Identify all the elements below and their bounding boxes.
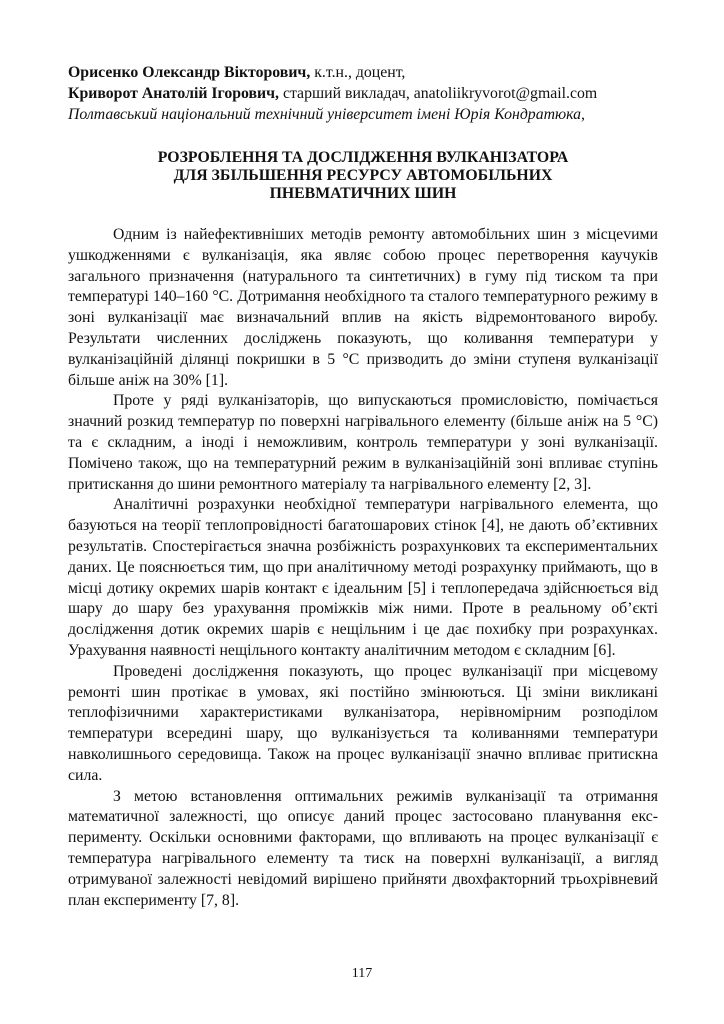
- paragraph: З метою встановлення оптимальних режимів вулканізації та отримання математичної залежності, що описує даний процес застосовано планування експерименту. Оскільки основними факторами, що впливають на процес вулканізації є температура нагрівального елементу та тиск на поверхні вулканізації, а вигляд отримуваної залежності невідомий вирішено прийняти двохфакторний трьохрівневий план експерименту [7, 8].: [68, 787, 658, 909]
- paragraph: Проведені дослідження показують, що процес вулканізації при місцевому ремонті шин протікає в умовах, які постійно змінюються. Ці зміни викликані теплофізичними характеристиками вулканізатора, нерівномірним розподілом температури всередині шару, що вулканізується та коливаннями температури навколишнього середовища. Також на процес вулканізації значно впливає притискна сила.: [68, 662, 658, 784]
- title-line: ДЛЯ ЗБІЛЬШЕННЯ РЕСУРСУ АВТОМОБІЛЬНИХ: [173, 167, 553, 184]
- paper-title: [68, 149, 658, 203]
- author-name: Криворот Анатолій Ігорович,: [68, 85, 279, 102]
- title-line: ПНЕВМАТИЧНИХ ШИН: [269, 185, 457, 202]
- author-block: [68, 62, 658, 125]
- paragraph: Аналітичні розрахунки необхідної температури нагрівального елемента, що базуються на теорії теплопровідності багатошарових стінок [4], не дають об’єктивних результатів. Спостерігається значна розбіжність розрахункових та експериментальних даних. Це пояснюється тим, що при аналітичному методі розрахунку приймають, що в місці дотику окремих шарів контакт є ідеальним [5] і теплопередача здійснюється від шару до шару без урахування проміжків між ними. Проте в реальному об’єкті дослідження дотик окремих шарів є нещільним і це дає похибку при розрахунках. Урахування наявності нещільного контакту аналітичним методом є складним [6].: [68, 496, 658, 659]
- affiliation: Полтавський національний технічний університет імені Юрія Кондратюка,: [68, 106, 585, 123]
- author-line: [68, 62, 658, 83]
- page-number: 117: [351, 966, 373, 981]
- author-name: Орисенко Олександр Вікторович,: [68, 64, 311, 81]
- body-text: [68, 225, 658, 911]
- author-line: [68, 83, 658, 104]
- paragraph: Одним із найефективніших методів ремонту автомобільних шин з місцеvими ушкодженнями є вулканізація, яка являє собою процес перетворення каучуків загального призначення (натурального та синтетичних) в гуму під тиском та при температурі 140–160 °С. Дотримання необхідного та сталого температурного режиму в зоні вулканізації має визначальний вплив на якість відремонтованого виробу. Результати численних досліджень показують, що коливання температури у вулканізаційній ділянці покришки в 5 °С призводить до зміни ступеня вулканізації більше аніж на 30% [1].: [68, 226, 658, 389]
- title-line: РОЗРОБЛЕННЯ ТА ДОСЛІДЖЕННЯ ВУЛКАНІЗАТОРА: [157, 149, 569, 166]
- author-details: к.т.н., доцент,: [310, 64, 406, 81]
- paragraph: Проте у ряді вулканізаторів, що випускаються промисловістю, помічається значний розкид температур по поверхні нагрівального елементу (більше аніж на 5 °С) та є складним, а іноді і неможливим, контроль температури у зоні вулканізації. Помічено також, що на температурний режим в вулканізаційній зоні впливає ступінь притискання до шини ремонтного матеріалу та нагрівального елементу [2, 3].: [68, 392, 658, 493]
- author-details: старший викладач, anatoliikryvorot@gmail.com: [279, 85, 598, 102]
